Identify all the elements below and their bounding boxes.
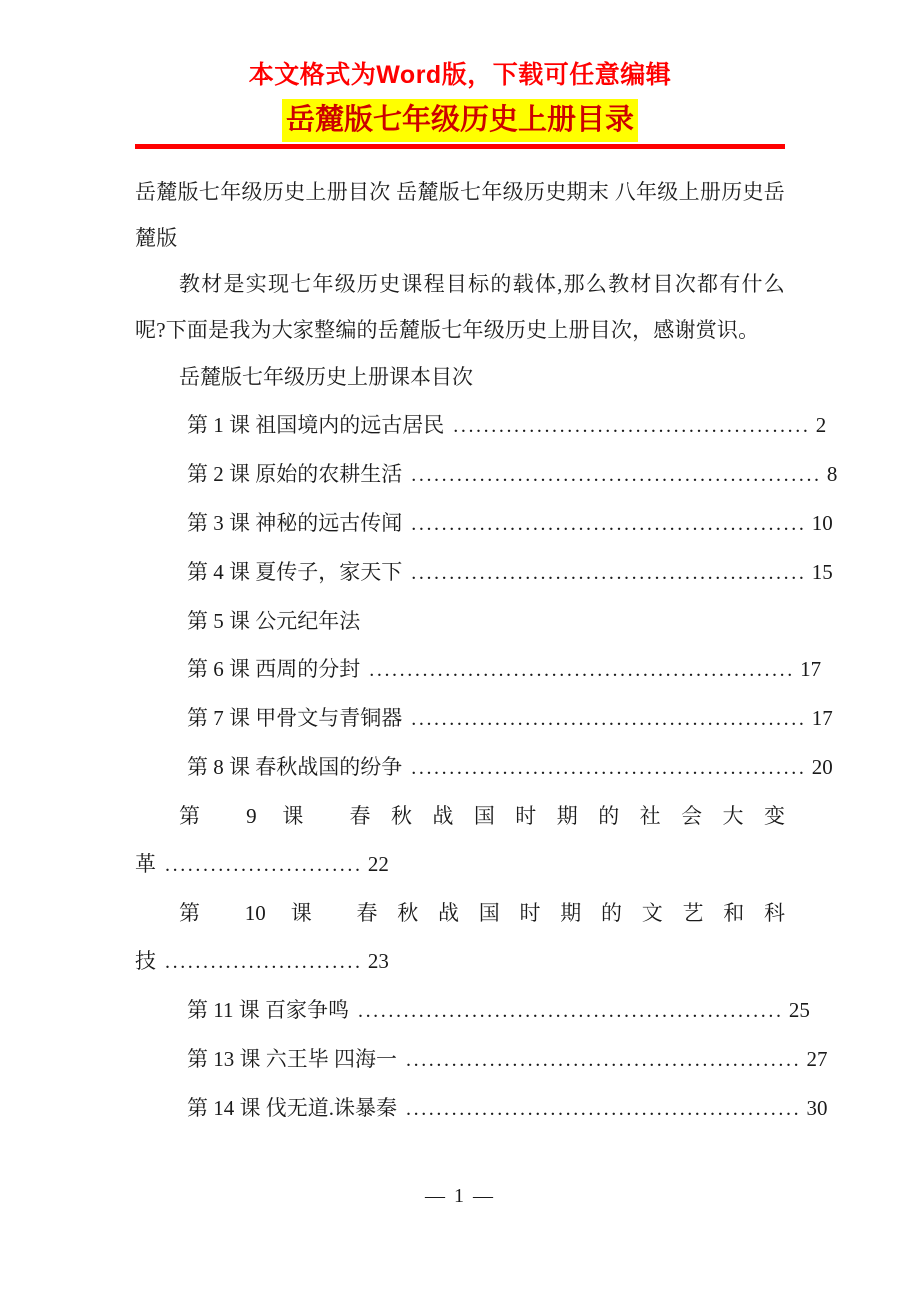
toc-page-number: 22 xyxy=(362,852,389,876)
toc-entry-label: 第 8 课 春秋战国的纷争 xyxy=(187,755,403,779)
toc-page-number: 27 xyxy=(801,1047,828,1071)
toc-entry[interactable] xyxy=(135,986,810,1035)
toc-entry[interactable] xyxy=(135,792,785,889)
toc-dot-leader: ...................................................... xyxy=(411,464,822,486)
toc-entry-label: 第 14 课 伐无道.诛暴秦 xyxy=(187,1096,397,1120)
toc-entry-label: 第 11 课 百家争鸣 xyxy=(187,998,349,1022)
toc-entry[interactable] xyxy=(135,1035,828,1084)
toc-page-number: 17 xyxy=(794,657,822,681)
toc-page-number: 15 xyxy=(806,560,833,584)
toc-entry[interactable] xyxy=(135,645,822,694)
toc-entry[interactable] xyxy=(135,743,833,792)
toc-page-number: 23 xyxy=(362,949,389,973)
toc-dot-leader: .................................................... xyxy=(411,708,807,730)
toc-entry-label: 第 5 课 公元纪年法 xyxy=(187,609,361,633)
toc-entry-label: 第 10 课 春秋战国时期的文艺和科 xyxy=(179,901,785,925)
toc-dot-leader: ........................................................ xyxy=(369,659,795,681)
page-number-footer: — 1 — xyxy=(425,1185,495,1207)
toc-dot-leader: .................................................... xyxy=(411,562,807,584)
header-banner xyxy=(135,0,785,92)
toc-entry[interactable] xyxy=(135,401,827,450)
toc-entry[interactable] xyxy=(135,548,833,597)
toc-dot-leader: ........................................................ xyxy=(357,1000,784,1022)
intro-paragraph: 教材是实现七年级历史课程目标的载体,那么教材目次都有什么呢?下面是我为大家整编的岳麓版七年级历史上册目次，感谢赏识。 xyxy=(135,272,785,342)
toc-page-number: 17 xyxy=(806,706,833,730)
toc-entry-label: 第 1 课 祖国境内的远古居民 xyxy=(187,413,445,437)
keyword-paragraph: 岳麓版七年级历史上册目次 岳麓版七年级历史期末 八年级上册历史岳麓版 xyxy=(135,180,785,250)
toc-heading: 岳麓版七年级历史上册课本目次 xyxy=(179,365,473,389)
toc-entry[interactable] xyxy=(135,694,833,743)
toc-entry[interactable] xyxy=(135,450,838,499)
toc-entry[interactable] xyxy=(135,1084,828,1133)
toc-page-number: 8 xyxy=(821,462,838,486)
toc-page-number: 30 xyxy=(801,1096,828,1120)
toc-entry-label: 第 9 课 春秋战国时期的社会大变 xyxy=(179,804,785,828)
toc-entry-label-tail: 革 xyxy=(135,852,156,876)
document-title-container xyxy=(135,99,785,142)
toc-entry-label-tail: 技 xyxy=(135,949,156,973)
toc-dot-leader: .................................................... xyxy=(411,757,807,779)
toc-entry-label: 第 13 课 六王毕 四海一 xyxy=(187,1047,397,1071)
toc-dot-leader: .................................................... xyxy=(406,1049,802,1071)
toc-entry-continuation xyxy=(135,937,785,986)
toc-page-number: 2 xyxy=(810,413,827,437)
toc-entry[interactable] xyxy=(135,597,785,645)
toc-entry[interactable] xyxy=(135,889,785,986)
table-of-contents xyxy=(135,401,838,1133)
word-format-notice: 本文格式为Word版，下载可任意编辑 xyxy=(248,61,672,89)
toc-page-number: 20 xyxy=(806,755,833,779)
toc-dot-leader: .......................... xyxy=(165,951,363,973)
toc-entry-continuation xyxy=(135,840,785,889)
toc-entry-label: 第 6 课 西周的分封 xyxy=(187,657,361,681)
page-title: 岳麓版七年级历史上册目录 xyxy=(282,99,638,142)
toc-dot-leader: .................................................... xyxy=(406,1098,802,1120)
toc-entry[interactable] xyxy=(135,499,833,548)
toc-page-number: 10 xyxy=(806,511,833,535)
title-divider-rule xyxy=(135,144,785,149)
toc-entry-label: 第 4 课 夏传子，家天下 xyxy=(187,560,403,584)
toc-dot-leader: .......................... xyxy=(165,854,363,876)
toc-dot-leader: ............................................... xyxy=(453,415,811,437)
toc-entry-label: 第 2 课 原始的农耕生活 xyxy=(187,462,403,486)
toc-entry-label: 第 3 课 神秘的远古传闻 xyxy=(187,511,403,535)
toc-page-number: 25 xyxy=(783,998,810,1022)
toc-dot-leader: .................................................... xyxy=(411,513,807,535)
toc-entry-label: 第 7 课 甲骨文与青铜器 xyxy=(187,706,403,730)
